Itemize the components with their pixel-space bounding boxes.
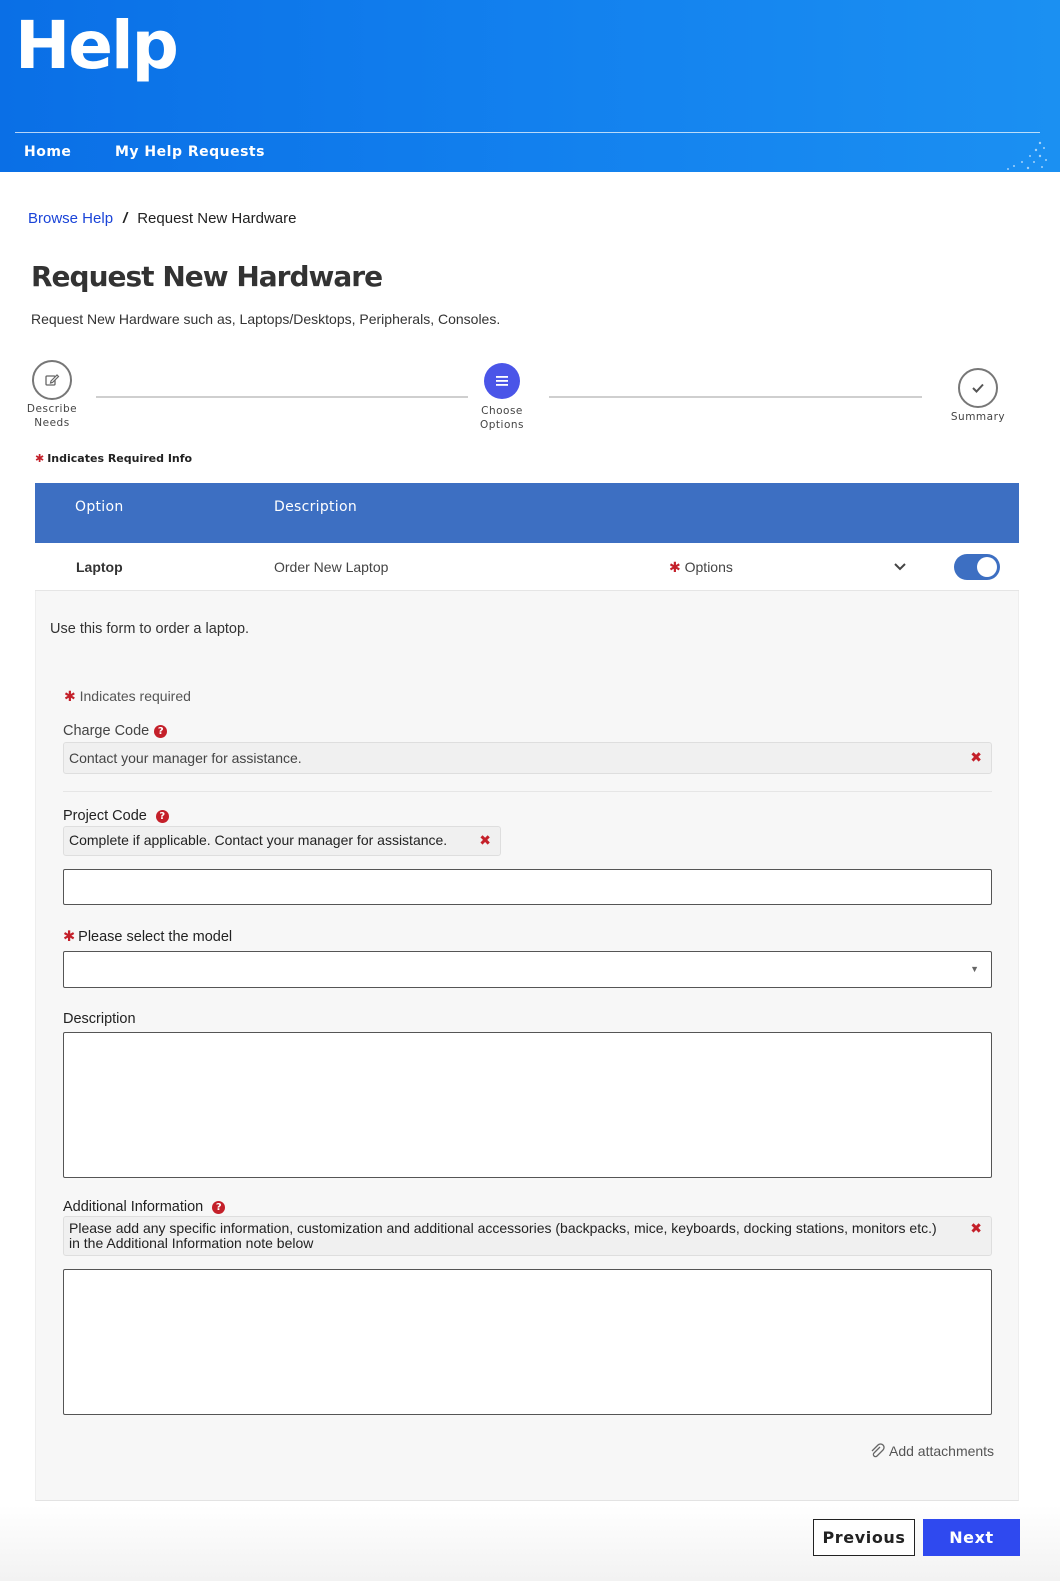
model-label	[63, 929, 232, 945]
row-option-name: Laptop	[76, 559, 123, 575]
description-label	[63, 1011, 136, 1027]
options-label-text: Options	[684, 559, 733, 575]
check-icon	[958, 368, 998, 408]
nav-my-requests-link[interactable]: My Help Requests	[115, 144, 265, 160]
banner-title: Help	[15, 7, 177, 84]
option-toggle-switch[interactable]	[954, 554, 1000, 580]
close-icon[interactable]: ✖	[970, 749, 982, 765]
help-icon[interactable]: ?	[212, 1201, 225, 1214]
breadcrumb	[28, 210, 296, 227]
project-code-label-text: Project Code	[63, 808, 147, 824]
edit-icon	[32, 360, 72, 400]
project-code-label	[63, 808, 169, 824]
row-options-label	[669, 559, 733, 576]
decorative-dots-icon	[1000, 138, 1050, 172]
help-icon[interactable]: ?	[154, 725, 167, 738]
breadcrumb-separator: /	[123, 210, 128, 227]
table-row[interactable]	[35, 543, 1019, 591]
list-icon	[484, 363, 520, 399]
additional-info-hint	[63, 1216, 992, 1256]
laptop-order-form	[35, 591, 1019, 1501]
required-asterisk-icon: ✱	[35, 452, 45, 465]
additional-info-hint-text: Please add any specific information, customization and additional accessories (backpacks, mice, keyboards, docking stations, monitors etc.) in the Additional Information note below	[69, 1220, 937, 1251]
nav-home-link[interactable]: Home	[24, 144, 72, 160]
model-label-text: Please select the model	[78, 929, 233, 945]
charge-code-hint-text: Contact your manager for assistance.	[69, 750, 302, 766]
charge-code-hint	[63, 742, 992, 774]
description-textarea[interactable]	[63, 1032, 992, 1178]
form-intro-text: Use this form to order a laptop.	[50, 621, 250, 637]
page-subtitle: Request New Hardware such as, Laptops/Desktops, Peripherals, Consoles.	[31, 311, 501, 327]
required-info-text: Indicates Required Info	[47, 452, 193, 465]
required-asterisk-icon: ✱	[63, 929, 76, 945]
breadcrumb-current: Request New Hardware	[137, 210, 297, 227]
close-icon[interactable]: ✖	[970, 1220, 982, 1236]
additional-info-textarea[interactable]	[63, 1269, 992, 1415]
charge-code-label-text: Charge Code	[63, 723, 150, 739]
step-summary[interactable]	[948, 368, 1008, 424]
step-label: Describe	[26, 403, 78, 415]
toggle-knob	[977, 557, 997, 577]
required-info-note	[35, 452, 192, 465]
page-title: Request New Hardware	[31, 260, 383, 293]
add-attachments-link[interactable]	[869, 1443, 994, 1459]
step-describe-needs[interactable]	[25, 360, 79, 430]
step-label: Needs	[34, 417, 70, 429]
project-code-hint-text: Complete if applicable. Contact your manager for assistance.	[69, 832, 448, 848]
options-table-header	[35, 483, 1019, 543]
step-label: Options	[479, 419, 524, 431]
description-label-text: Description	[63, 1011, 136, 1027]
required-legend	[64, 688, 191, 705]
paperclip-icon	[869, 1443, 885, 1459]
required-asterisk-icon: ✱	[669, 559, 681, 575]
stepper-line	[549, 396, 922, 398]
column-header-description: Description	[274, 499, 358, 515]
caret-down-icon: ▼	[970, 964, 979, 974]
project-code-hint	[63, 826, 501, 856]
header-banner	[0, 0, 1060, 172]
close-icon[interactable]: ✖	[479, 832, 491, 848]
model-select[interactable]	[63, 951, 992, 988]
step-label: Choose	[481, 405, 523, 417]
stepper-line	[96, 396, 468, 398]
previous-button[interactable]: Previous	[813, 1519, 915, 1556]
row-description: Order New Laptop	[274, 559, 389, 575]
additional-info-label	[63, 1199, 225, 1215]
column-header-option: Option	[75, 499, 124, 515]
required-legend-text: Indicates required	[79, 688, 191, 704]
breadcrumb-browse-help-link[interactable]: Browse Help	[28, 210, 114, 227]
step-choose-options[interactable]	[472, 360, 532, 432]
divider	[63, 791, 992, 792]
charge-code-label	[63, 723, 167, 739]
step-label: Summary	[950, 411, 1006, 423]
add-attachments-text: Add attachments	[889, 1443, 995, 1459]
progress-stepper	[25, 360, 1010, 435]
help-icon[interactable]: ?	[156, 810, 169, 823]
banner-divider	[15, 132, 1040, 133]
chevron-down-icon[interactable]	[893, 558, 907, 577]
additional-info-label-text: Additional Information	[63, 1199, 204, 1215]
next-button[interactable]: Next	[923, 1519, 1020, 1556]
project-code-input[interactable]	[63, 869, 992, 905]
required-asterisk-icon: ✱	[64, 688, 76, 704]
